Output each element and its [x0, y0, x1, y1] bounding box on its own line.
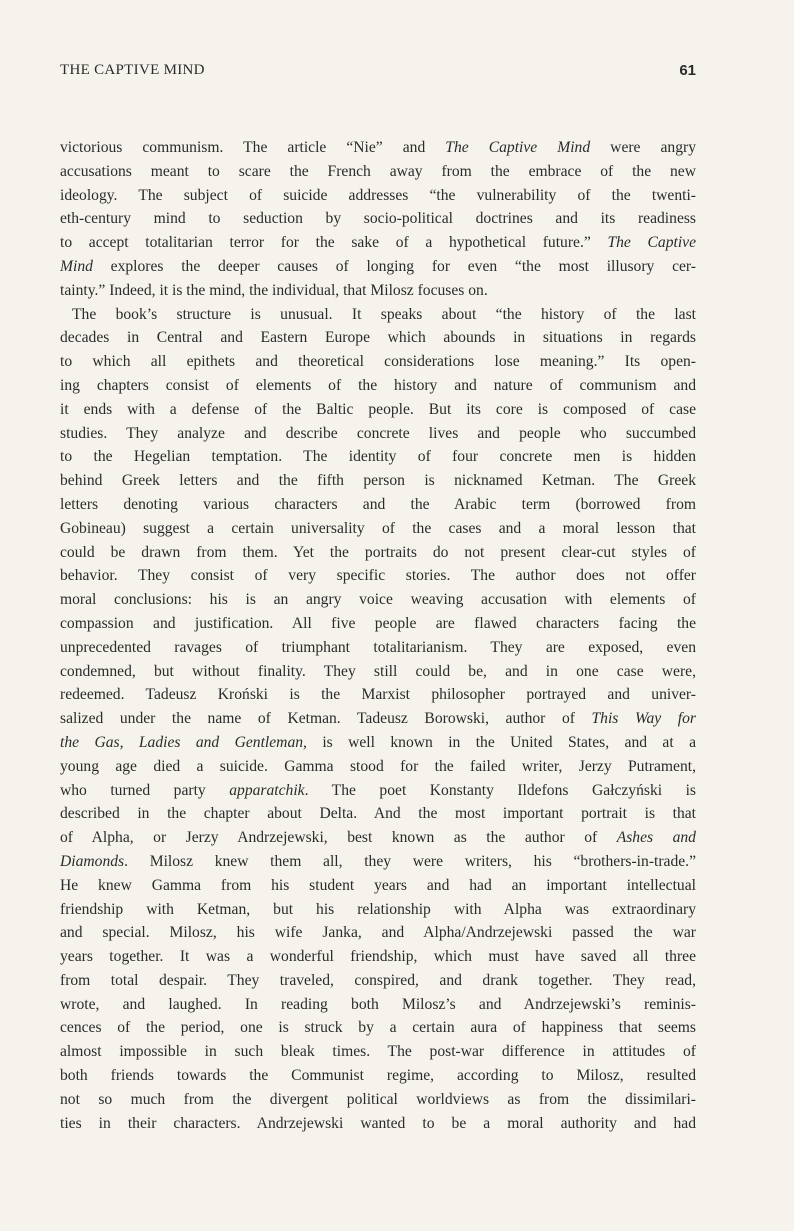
text-line: cences of the period, one is struck by a certain aura of happiness that seems [60, 1019, 696, 1037]
text-line: ties in their characters. Andrzejewski wanted to be a moral authority and had [60, 1114, 696, 1132]
text-line: could be drawn from them. Yet the portraits do not present clear-cut styles of [60, 543, 696, 561]
text-line: studies. They analyze and describe concrete lives and people who succumbed [60, 424, 696, 442]
running-head [60, 62, 696, 82]
text-line: tainty.” Indeed, it is the mind, the individual, that Milosz focuses on. [60, 281, 488, 299]
text-line: compassion and justification. All five people are flawed characters facing the [60, 614, 696, 632]
text-line: eth-century mind to seduction by socio-political doctrines and its readiness [60, 210, 696, 228]
page-number: 61 [679, 62, 696, 79]
text-line: salized under the name of Ketman. Tadeusz Borowski, author of This Way for [60, 710, 696, 728]
text-line: Mind explores the deeper causes of longing for even “the most illusory cer- [60, 257, 696, 275]
text-line: young age died a suicide. Gamma stood for the failed writer, Jerzy Putrament, [60, 757, 696, 775]
text-line: friendship with Ketman, but his relationship with Alpha was extraordinary [60, 900, 696, 918]
text-line: and special. Milosz, his wife Janka, and Alpha/Andrzejewski passed the war [60, 924, 696, 942]
text-line: described in the chapter about Delta. And the most important portrait is that [60, 805, 696, 823]
text-line: ideology. The subject of suicide addresses “the vulnerability of the twenti- [60, 186, 696, 204]
text-line: moral conclusions: his is an angry voice weaving accusation with elements of [60, 591, 696, 609]
text-line: unprecedented ravages of triumphant totalitarianism. They are exposed, even [60, 638, 696, 656]
text-line: to which all epithets and theoretical considerations lose meaning.” Its open- [60, 353, 696, 371]
text-line: almost impossible in such bleak times. The post-war difference in attitudes of [60, 1043, 696, 1061]
text-line: letters denoting various characters and the Arabic term (borrowed from [60, 495, 696, 513]
text-line: the Gas, Ladies and Gentleman, is well known in the United States, and at a [60, 733, 696, 751]
text-line: behind Greek letters and the fifth person is nicknamed Ketman. The Greek [60, 472, 696, 490]
text-line: Gobineau) suggest a certain universality of the cases and a moral lesson that [60, 519, 696, 537]
text-line: it ends with a defense of the Baltic people. But its core is composed of case [60, 400, 696, 418]
text-line: redeemed. Tadeusz Kroński is the Marxist philosopher portrayed and univer- [60, 686, 696, 704]
running-head-title: THE CAPTIVE MIND [60, 62, 205, 78]
text-line: He knew Gamma from his student years and had an important intellectual [60, 876, 696, 894]
text-line: accusations meant to scare the French away from the embrace of the new [60, 162, 696, 180]
text-line: condemned, but without finality. They still could be, and in one case were, [60, 662, 696, 680]
text-line: both friends towards the Communist regime, according to Milosz, resulted [60, 1067, 696, 1085]
text-line: ing chapters consist of elements of the history and nature of communism and [60, 376, 696, 394]
text-line: from total despair. They traveled, conspired, and drank together. They read, [60, 971, 696, 989]
text-line: The book’s structure is unusual. It speaks about “the history of the last [72, 305, 696, 323]
text-line: to the Hegelian temptation. The identity of four concrete men is hidden [60, 448, 696, 466]
text-line: years together. It was a wonderful friendship, which must have saved all three [60, 948, 696, 966]
text-line: not so much from the divergent political worldviews as from the dissimilari- [60, 1090, 696, 1108]
text-line: wrote, and laughed. In reading both Milosz’s and Andrzejewski’s reminis- [60, 995, 696, 1013]
text-line: behavior. They consist of very specific stories. The author does not offer [60, 567, 696, 585]
text-line: decades in Central and Eastern Europe which abounds in situations in regards [60, 329, 696, 347]
text-line: of Alpha, or Jerzy Andrzejewski, best known as the author of Ashes and [60, 829, 696, 847]
text-line: to accept totalitarian terror for the sake of a hypothetical future.” The Captive [60, 234, 696, 252]
text-line: Diamonds. Milosz knew them all, they were writers, his “brothers-in-trade.” [60, 852, 696, 870]
text-line: who turned party apparatchik. The poet Konstanty Ildefons Gałczyński is [60, 781, 696, 799]
body-text [60, 136, 696, 1135]
text-line: victorious communism. The article “Nie” and The Captive Mind were angry [60, 139, 697, 156]
